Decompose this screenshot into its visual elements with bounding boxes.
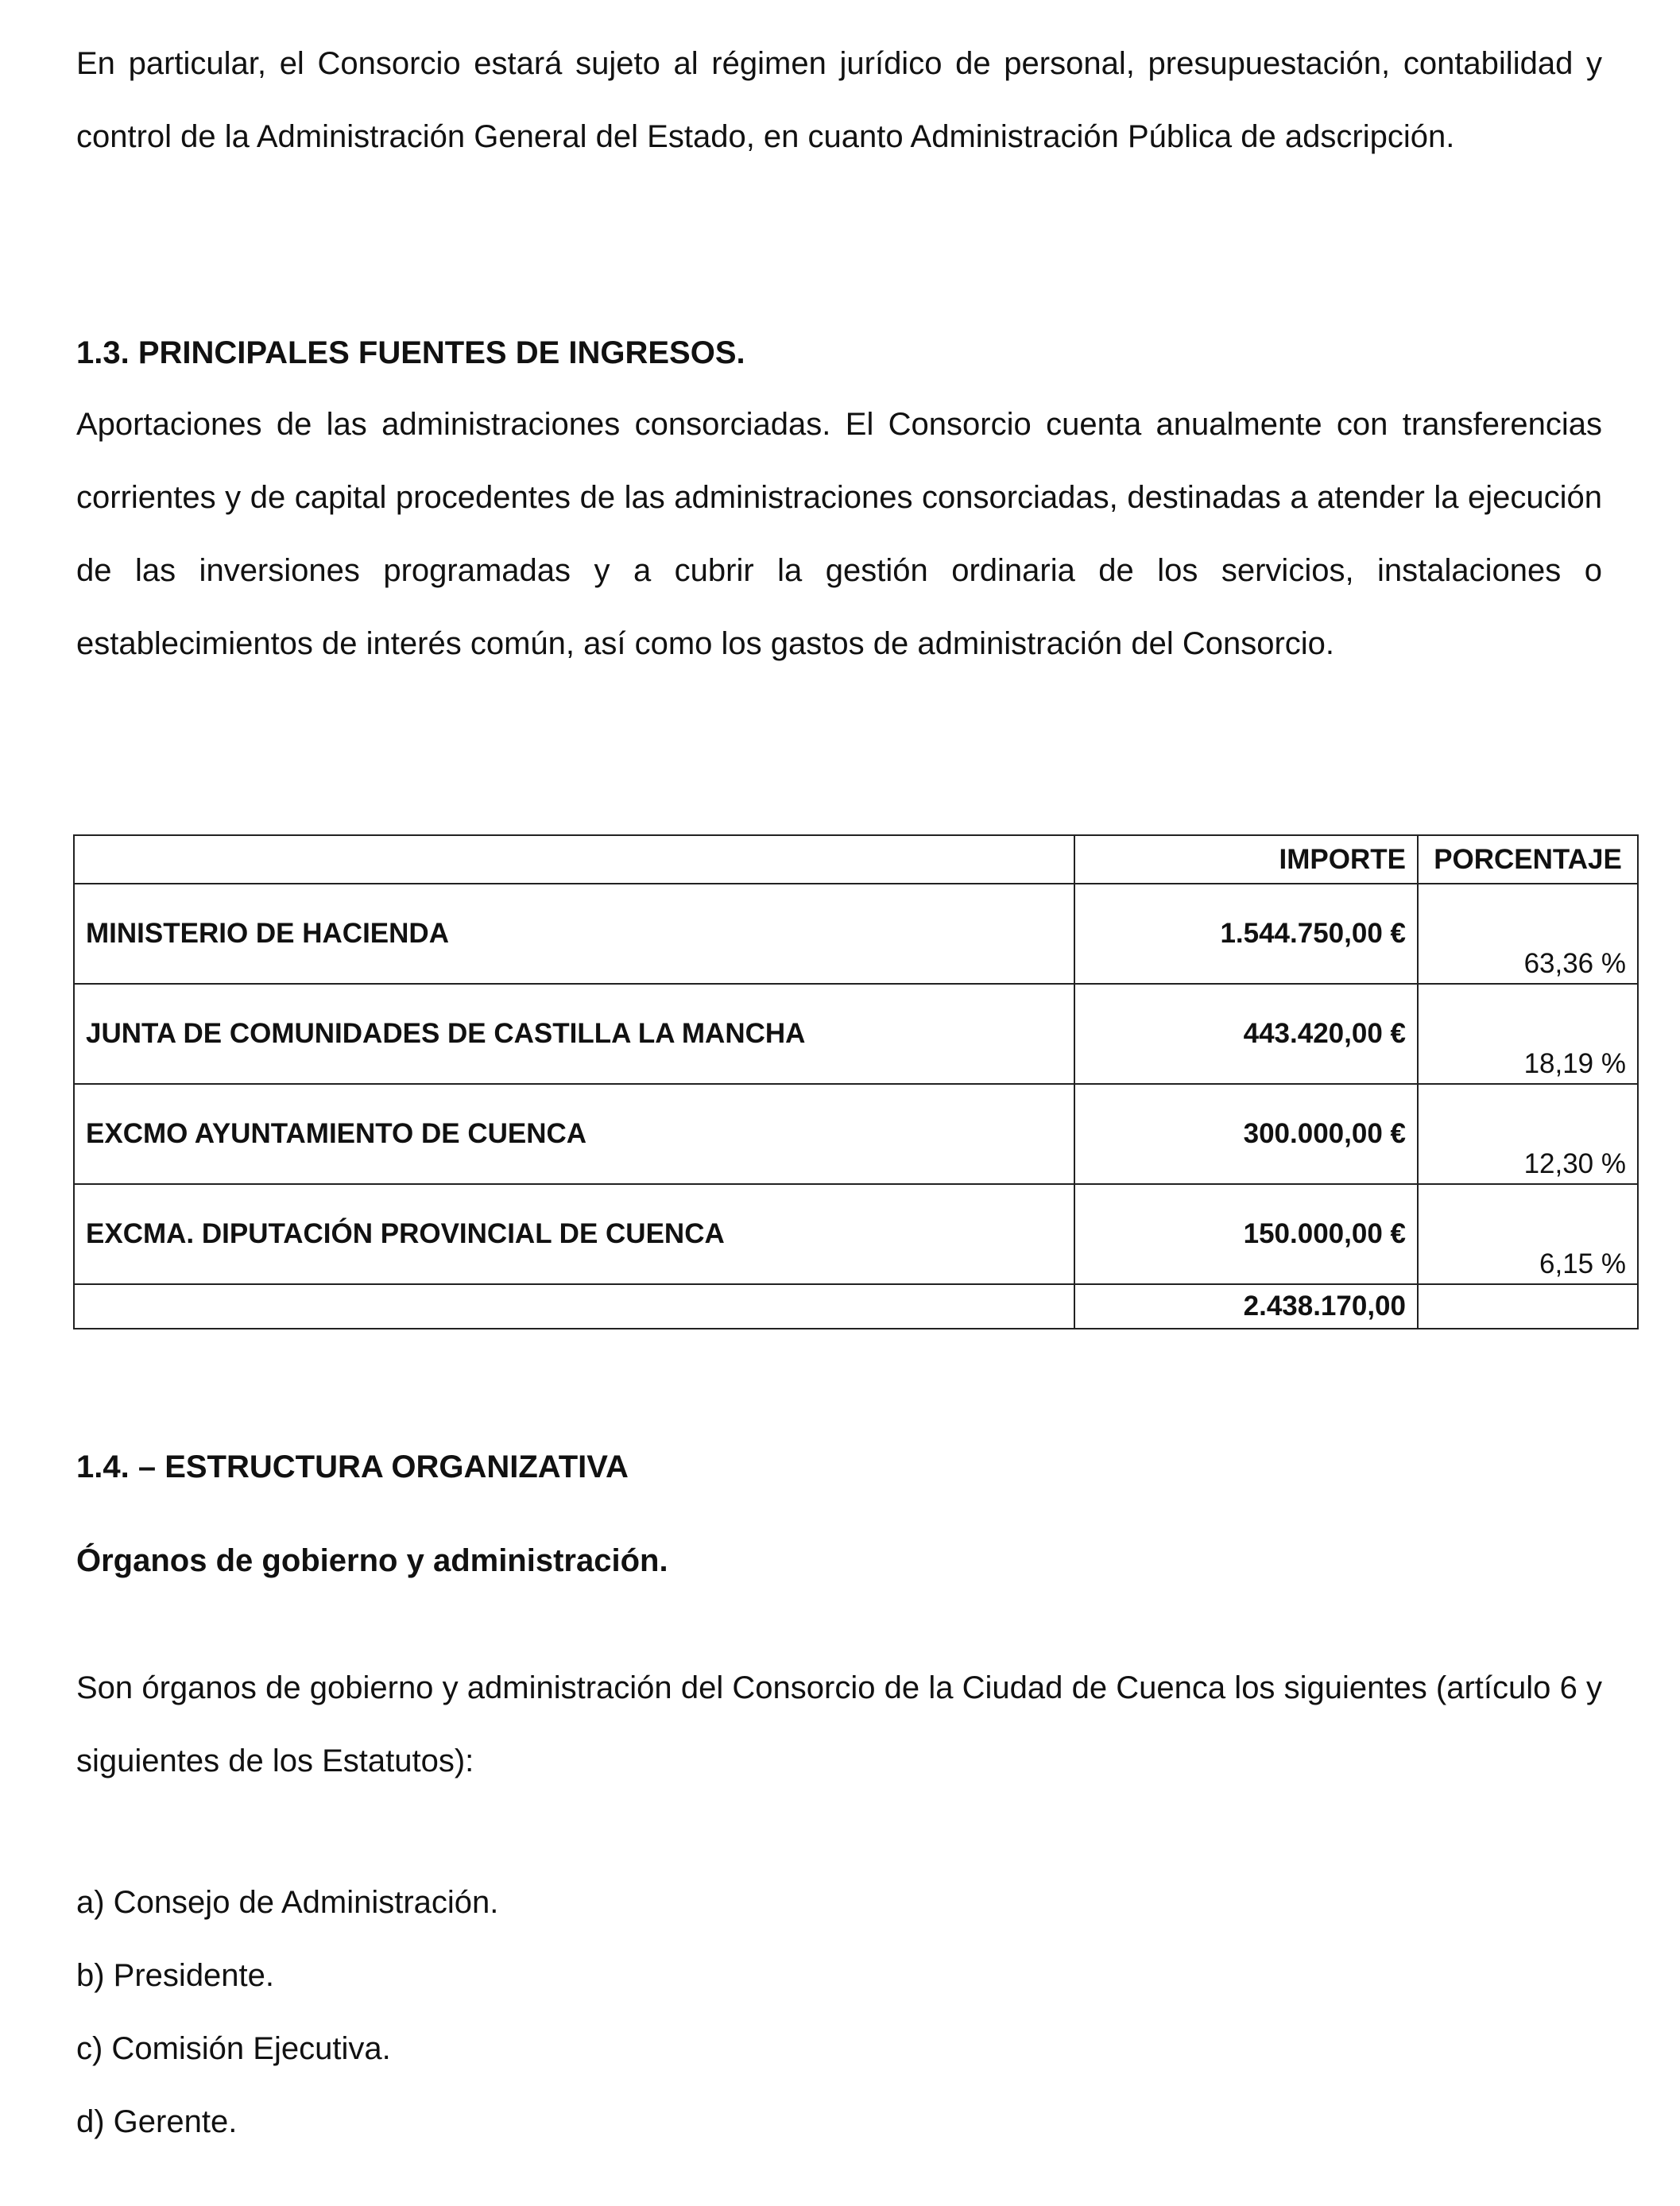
list-item: b) Presidente.: [76, 1958, 275, 1993]
list-item: c) Comisión Ejecutiva.: [76, 2031, 391, 2066]
total-amount: 2.438.170,00: [1074, 1284, 1418, 1329]
row-percent: 12,30 %: [1418, 1084, 1638, 1184]
row-percent: 6,15 %: [1418, 1184, 1638, 1284]
row-percent: 18,19 %: [1418, 984, 1638, 1084]
row-entity: EXCMO AYUNTAMIENTO DE CUENCA: [74, 1084, 1074, 1184]
total-entity: [74, 1284, 1074, 1329]
section-1-4-subheading: Órganos de gobierno y administración.: [76, 1543, 668, 1578]
row-entity: EXCMA. DIPUTACIÓN PROVINCIAL DE CUENCA: [74, 1184, 1074, 1284]
header-amount: IMPORTE: [1074, 835, 1418, 884]
income-table: [73, 834, 1639, 1329]
list-item: d) Gerente.: [76, 2104, 238, 2139]
section-1-4-paragraph: Son órganos de gobierno y administración del Consorcio de la Ciudad de Cuenca los siguientes (artículo 6 y siguientes de los Estatutos):: [76, 1670, 1602, 1778]
total-percent: [1418, 1284, 1638, 1329]
row-entity: MINISTERIO DE HACIENDA: [74, 884, 1074, 984]
table-row: [74, 984, 1638, 1084]
row-amount: 150.000,00 €: [1074, 1184, 1418, 1284]
table-total-row: [74, 1284, 1638, 1329]
table-row: [74, 884, 1638, 984]
table-row: [74, 1084, 1638, 1184]
row-amount: 300.000,00 €: [1074, 1084, 1418, 1184]
header-percent: PORCENTAJE: [1418, 835, 1638, 884]
table-header-row: [74, 835, 1638, 884]
section-1-3-paragraph: Aportaciones de las administraciones consorciadas. El Consorcio cuenta anualmente con transferencias corrientes y de capital procedentes de las administraciones consorciadas, destinadas a atender la ejecución de las inversiones programadas y a cubrir la gestión ordinaria de los servicios, instalaciones o establecimientos de interés común, así como los gastos de administración del Consorcio.: [76, 407, 1602, 661]
list-item: a) Consejo de Administración.: [76, 1885, 499, 1920]
row-percent: 63,36 %: [1418, 884, 1638, 984]
row-amount: 443.420,00 €: [1074, 984, 1418, 1084]
section-1-3-heading: 1.3. PRINCIPALES FUENTES DE INGRESOS.: [76, 335, 745, 370]
intro-paragraph: En particular, el Consorcio estará sujeto al régimen jurídico de personal, presupuestación, contabilidad y control de la Administración General del Estado, en cuanto Administración Pública de adscripción.: [76, 46, 1602, 154]
row-amount: 1.544.750,00 €: [1074, 884, 1418, 984]
section-1-4-heading: 1.4. – ESTRUCTURA ORGANIZATIVA: [76, 1449, 629, 1484]
row-entity: JUNTA DE COMUNIDADES DE CASTILLA LA MANCHA: [74, 984, 1074, 1084]
table-row: [74, 1184, 1638, 1284]
header-entity: [74, 835, 1074, 884]
